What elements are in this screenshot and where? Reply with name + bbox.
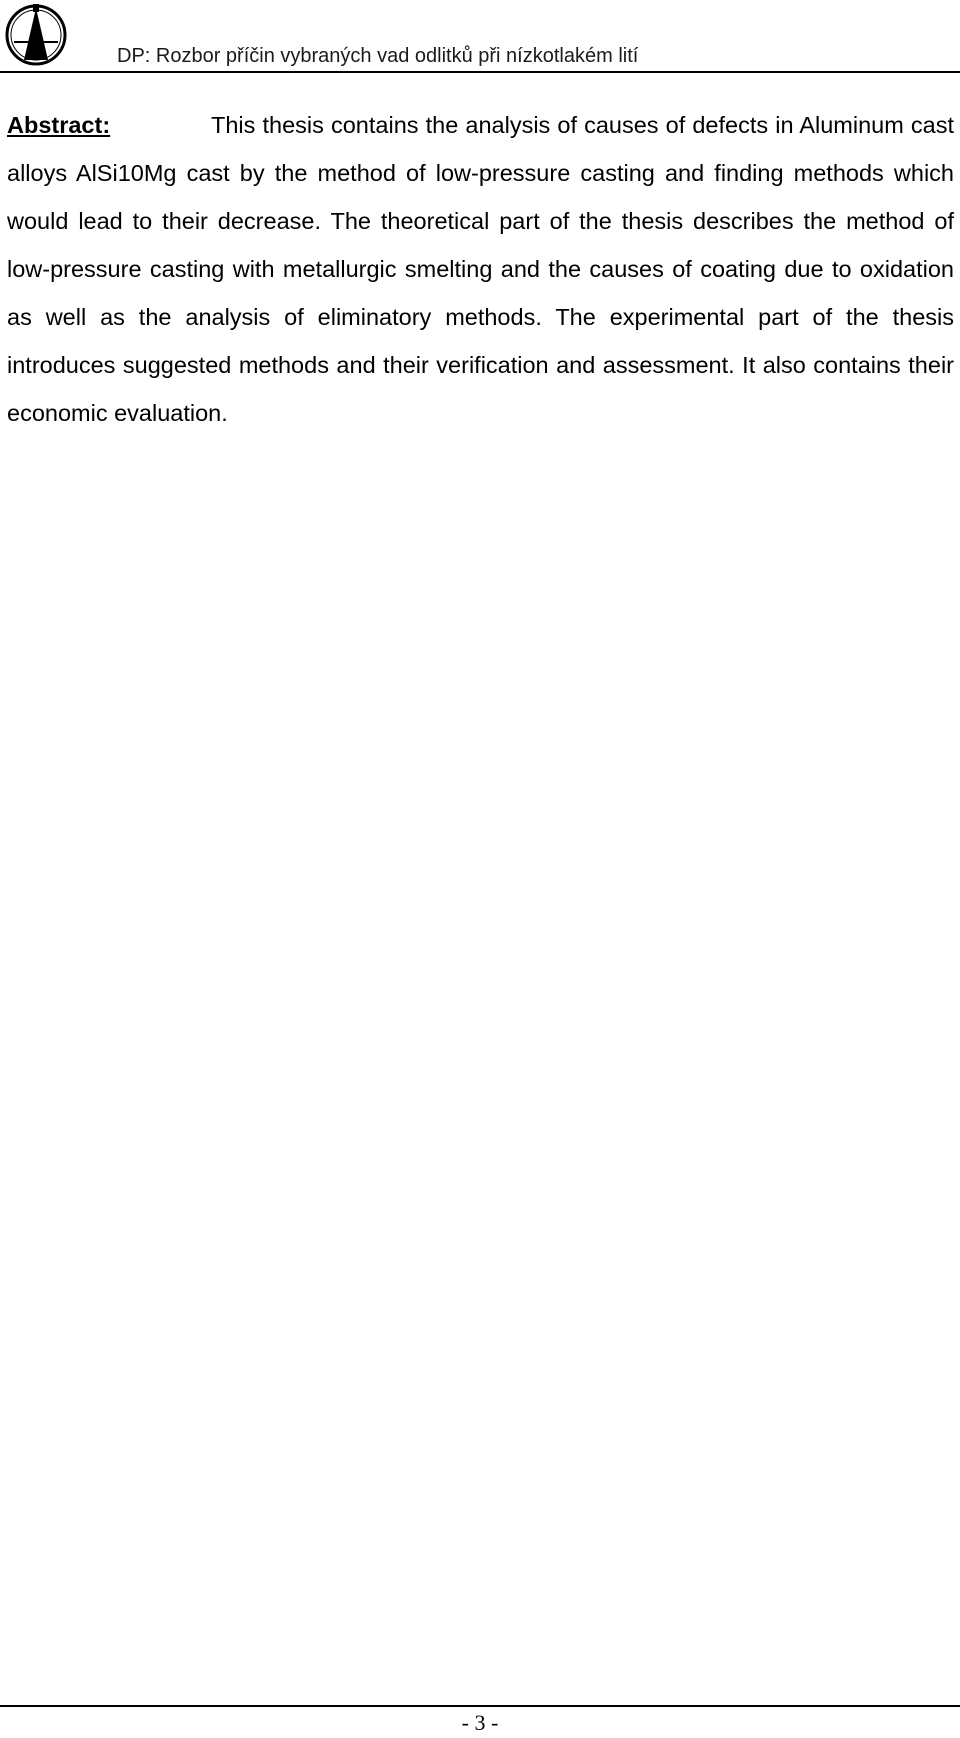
header-divider [0, 71, 960, 73]
page-number: - 3 - [461, 1710, 499, 1735]
abstract-label: Abstract: [7, 112, 111, 138]
university-logo-icon [4, 2, 68, 68]
footer-divider [0, 1705, 960, 1707]
abstract-text: This thesis contains the analysis of causes of defects in Aluminum cast alloys AlSi10Mg cast by the method of low-pressure casting and finding methods which would lead to their decrease. The theoretical part of the thesis describes the method of low-pressure casting with metallurgic smelting and the causes of coating due to oxidation as well as the analysis of eliminatory methods. The experimental part of the thesis introduces suggested methods and their verification and assessment. It also contains their economic evaluation. [7, 112, 954, 426]
header-title: DP: Rozbor příčin vybraných vad odlitků při nízkotlakém lití [117, 45, 639, 67]
page-header [0, 0, 960, 74]
abstract-paragraph [7, 101, 954, 437]
